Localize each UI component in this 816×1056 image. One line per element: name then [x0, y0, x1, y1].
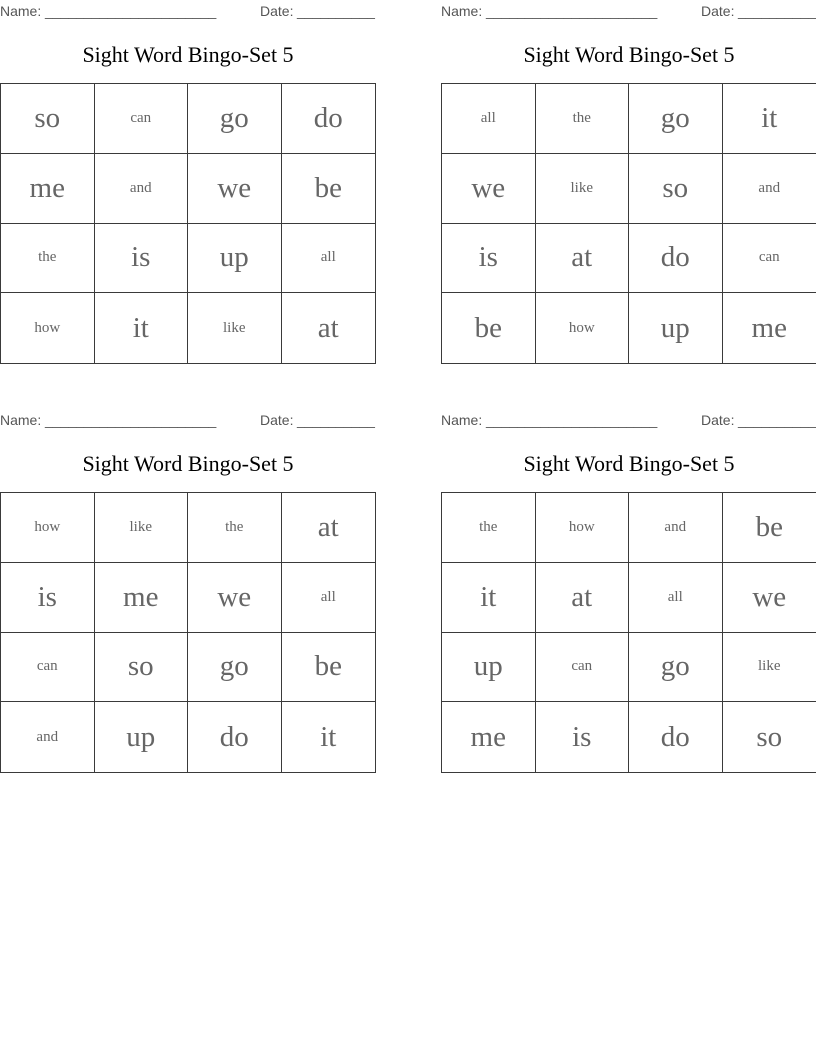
name-line: ______________________	[45, 412, 217, 428]
bingo-cell: we	[442, 154, 536, 224]
name-label: Name:	[441, 412, 483, 428]
bingo-cell: like	[536, 154, 630, 224]
bingo-cell: like	[188, 293, 282, 363]
bingo-cell: we	[188, 563, 282, 633]
name-date-header	[441, 3, 816, 19]
bingo-cell: do	[188, 702, 282, 772]
name-date-header	[0, 3, 376, 19]
bingo-cell: and	[629, 493, 723, 563]
bingo-cell: can	[95, 84, 189, 154]
bingo-card-4	[441, 409, 816, 773]
bingo-cell: go	[629, 84, 723, 154]
bingo-cell: do	[282, 84, 376, 154]
bingo-cell: do	[629, 224, 723, 294]
bingo-cell: is	[442, 224, 536, 294]
bingo-cell: at	[536, 563, 630, 633]
bingo-cell: all	[282, 563, 376, 633]
bingo-cell: me	[751, 311, 787, 344]
bingo-cell: it	[95, 293, 189, 363]
bingo-cell: at	[536, 224, 630, 294]
card-title: Sight Word Bingo-Set 5	[523, 42, 735, 67]
name-date-header	[0, 412, 376, 428]
card-title: Sight Word Bingo-Set 5	[82, 451, 294, 476]
bingo-cell: how	[1, 293, 95, 363]
name-label: Name:	[441, 3, 483, 19]
bingo-cell: the	[188, 493, 282, 563]
bingo-cell: can	[1, 633, 95, 703]
bingo-cell: so	[1, 84, 95, 154]
bingo-cell: can	[723, 224, 816, 294]
bingo-cell: is	[1, 563, 95, 633]
bingo-grid	[441, 492, 816, 773]
bingo-card-2	[441, 0, 816, 364]
bingo-card-1	[0, 0, 376, 364]
bingo-cell: be	[282, 633, 376, 703]
card-title: Sight Word Bingo-Set 5	[523, 451, 735, 476]
bingo-cell: how	[1, 493, 95, 563]
bingo-cell: up	[442, 633, 536, 703]
bingo-cell: up	[188, 224, 282, 294]
bingo-cell: we	[723, 563, 816, 633]
bingo-cell: be	[723, 493, 816, 563]
bingo-cell: and	[723, 154, 816, 224]
date-line: __________	[297, 412, 375, 428]
bingo-cell: we	[188, 154, 282, 224]
bingo-cell: and	[1, 702, 95, 772]
date-label: Date:	[701, 3, 735, 19]
bingo-cell: and	[95, 154, 189, 224]
bingo-cell: can	[536, 633, 630, 703]
card-title: Sight Word Bingo-Set 5	[82, 42, 294, 67]
name-line: ______________________	[45, 3, 217, 19]
bingo-cell: go	[188, 84, 282, 154]
bingo-cell: like	[723, 633, 816, 703]
bingo-cell: is	[536, 702, 630, 772]
bingo-cell: do	[629, 702, 723, 772]
bingo-cell: so	[756, 720, 783, 753]
bingo-cell: it	[723, 84, 816, 154]
bingo-cell: me	[442, 702, 536, 772]
bingo-cell: it	[442, 563, 536, 633]
bingo-cell: how	[536, 293, 630, 363]
bingo-cell: be	[282, 154, 376, 224]
bingo-cell: so	[95, 633, 189, 703]
name-line: ______________________	[486, 3, 658, 19]
bingo-cell: up	[629, 293, 723, 363]
bingo-cell: be	[442, 293, 536, 363]
bingo-cell: at	[282, 493, 376, 563]
bingo-cell: go	[629, 633, 723, 703]
name-label: Name:	[0, 412, 42, 428]
bingo-cell: go	[188, 633, 282, 703]
bingo-cell: all	[282, 224, 376, 294]
bingo-card-3	[0, 409, 376, 773]
date-line: __________	[738, 3, 816, 19]
name-date-header	[441, 412, 816, 428]
bingo-cell: like	[95, 493, 189, 563]
bingo-cell: me	[1, 154, 95, 224]
date-label: Date:	[260, 412, 294, 428]
bingo-cell: so	[629, 154, 723, 224]
bingo-cell: is	[95, 224, 189, 294]
bingo-cell: the	[1, 224, 95, 294]
bingo-cell: the	[442, 493, 536, 563]
bingo-cell: how	[536, 493, 630, 563]
date-line: __________	[738, 412, 816, 428]
name-label: Name:	[0, 3, 42, 19]
date-label: Date:	[701, 412, 735, 428]
bingo-grid	[0, 83, 376, 364]
date-label: Date:	[260, 3, 294, 19]
date-line: __________	[297, 3, 375, 19]
bingo-grid	[0, 492, 376, 773]
name-line: ______________________	[486, 412, 658, 428]
bingo-cell: up	[95, 702, 189, 772]
bingo-cell: at	[317, 311, 339, 344]
bingo-grid	[441, 83, 816, 364]
bingo-cell: it	[320, 720, 337, 753]
bingo-cell: all	[629, 563, 723, 633]
bingo-cell: all	[442, 84, 536, 154]
bingo-cell: me	[95, 563, 189, 633]
bingo-cell: the	[536, 84, 630, 154]
